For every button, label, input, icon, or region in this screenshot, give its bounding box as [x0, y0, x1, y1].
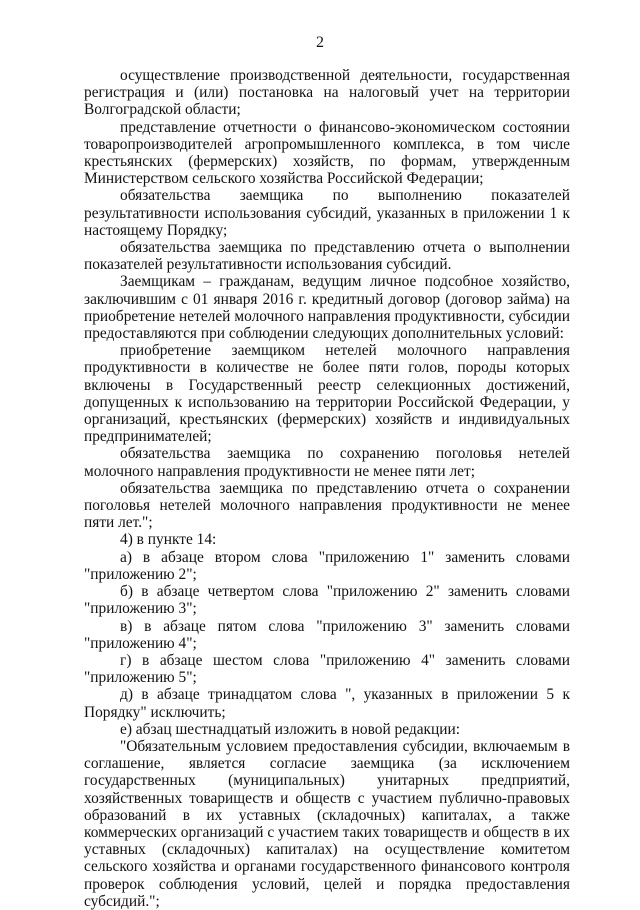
- paragraph: б) в абзаце четвертом слова "приложению 2" заменить словами "приложению 3";: [84, 583, 570, 618]
- paragraph: 4) в пункте 14:: [120, 531, 217, 549]
- paragraph: д) в абзаце тринадцатом слова ", указанных в приложении 5 к Порядку" исключить;: [84, 686, 570, 721]
- paragraph: осуществление производственной деятельности, государственная регистрация и (или) постановка на налоговый учет на территории Волгоградской области;: [84, 67, 570, 119]
- page-number: 2: [316, 34, 324, 51]
- paragraph: обязательства заемщика по сохранению поголовья нетелей молочного направления продуктивности не менее пяти лет;: [84, 445, 570, 480]
- paragraph: обязательства заемщика по представлению отчета о сохранении поголовья нетелей молочного направления продуктивности не менее пяти лет.";: [84, 479, 570, 532]
- paragraph: е) абзац шестнадцатый изложить в новой редакции:: [120, 720, 461, 738]
- paragraph: а) в абзаце втором слова "приложению 1" заменить словами "приложению 2";: [84, 548, 570, 583]
- paragraph: "Обязательным условием предоставления субсидии, включаемым в соглашение, является согласие заемщика (за исключением государственных (муниципальных) унитарных предприятий, хозяйственных товариществ и обществ с участием публично-правовых образований в их уставных (складочных) капиталах, а также коммерческих организаций с участием таких товариществ и обществ в их уставных (складочных) капиталах) на осуществление комитетом сельского хозяйства и органами государственного финансового контроля проверок соблюдения условий, целей и порядка предоставления субсидий.";: [84, 737, 570, 910]
- document-body: [84, 67, 570, 910]
- paragraph: г) в абзаце шестом слова "приложению 4" заменить словами "приложению 5";: [84, 651, 570, 687]
- paragraph: представление отчетности о финансово-экономическом состоянии товаропроизводителей агропромышленного комплекса, в том числе крестьянских (фермерских) хозяйств, по формам, утвержденным Министерством сельского хозяйства Российской Федерации;: [84, 118, 570, 188]
- paragraph: Заемщикам – гражданам, ведущим личное подсобное хозяйство, заключившим с 01 января 2016 г. кредитный договор (договор займа) на приобретение нетелей молочного направления продуктивности, субсидии предоставляются при соблюдении следующих дополнительных условий:: [84, 273, 570, 343]
- paragraph: в) в абзаце пятом слова "приложению 3" заменить словами "приложению 4";: [84, 617, 570, 652]
- paragraph: обязательства заемщика по представлению отчета о выполнении показателей результативности использования субсидий.: [84, 239, 570, 274]
- paragraph: приобретение заемщиком нетелей молочного направления продуктивности в количестве не более пяти голов, породы которых включены в Государственный реестр селекционных достижений, допущенных к использованию на территории Российской Федерации, у организаций, крестьянских (фермерских) хозяйств и индивидуальных предпринимателей;: [84, 342, 570, 446]
- paragraph: обязательства заемщика по выполнению показателей результативности использования субсидий, указанных в приложении 1 к настоящему Порядку;: [84, 187, 570, 239]
